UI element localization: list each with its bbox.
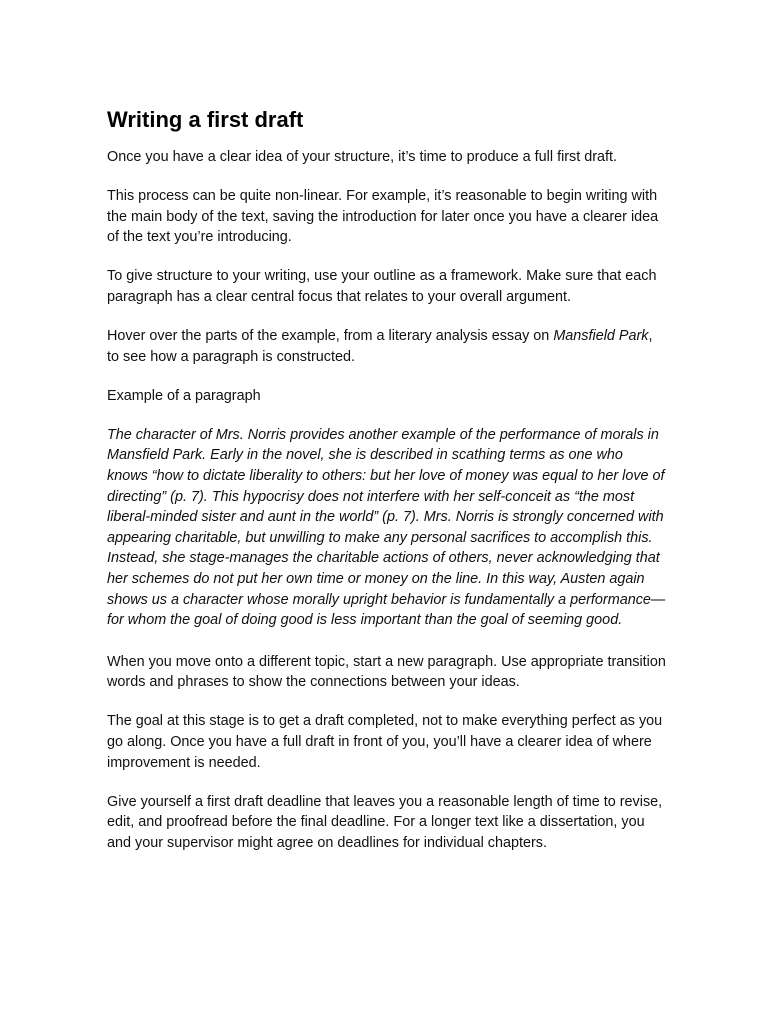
new-topic-paragraph: When you move onto a different topic, start a new paragraph. Use appropriate transition words and phrases to show the connections between your ideas. [107,653,666,691]
deadline-paragraph: Give yourself a first draft deadline that leaves you a reasonable length of time to revise, edit, and proofread before the final deadline. For a longer text like a dissertation, you and your supervisor might agree on deadlines for individual chapters. [107,793,663,851]
intro-paragraph: Once you have a clear idea of your structure, it’s time to produce a full first draft. [107,149,618,165]
example-label: Example of a paragraph [107,387,261,404]
hover-instruction-text: Hover over the parts of the example, from a literary analysis essay on [107,328,554,345]
page-title: Writing a first draft [107,107,304,132]
hover-instruction-paragraph [107,326,667,367]
example-paragraph[interactable]: The character of Mrs. Norris provides another example of the performance of morals in Mansfield Park. Early in the novel, she is described in scathing terms as one who knows “how to dictate liberality to others: but her love of money was equal to her love of directing” (p. 7). This hypocrisy does not interfere with her self-conceit as “the most liberal-minded sister and aunt in the world” (p. 7). Mrs. Norris is strongly concerned with appearing charitable, but unwilling to make any personal sacrifices to accomplish this. Instead, she stage-manages the charitable actions of others, never acknowledging that her schemes do not put her own time or money on the line. In this way, Austen again shows us a character whose morally upright behavior is fundamentally a performance—for whom the goal of doing good is less important than the goal of seeming good. [107,426,666,629]
outline-paragraph: To give structure to your writing, use your outline as a framework. Make sure that each paragraph has a clear central focus that relates to your overall argument. [107,268,657,305]
nonlinear-paragraph: This process can be quite non-linear. For example, it’s reasonable to begin writing with the main body of the text, saving the introduction for later once you have a clearer idea of the text you’re introducing. [107,188,659,246]
draft-goal-paragraph: The goal at this stage is to get a draft completed, not to make everything perfect as you go along. Once you have a full draft in front of you, you’ll have a clearer idea of where improvement is needed. [107,713,663,771]
document-page [107,105,667,872]
hover-instruction-text-end: , to see how a paragraph is constructed. [107,328,653,365]
book-title: Mansfield Park [553,328,649,345]
